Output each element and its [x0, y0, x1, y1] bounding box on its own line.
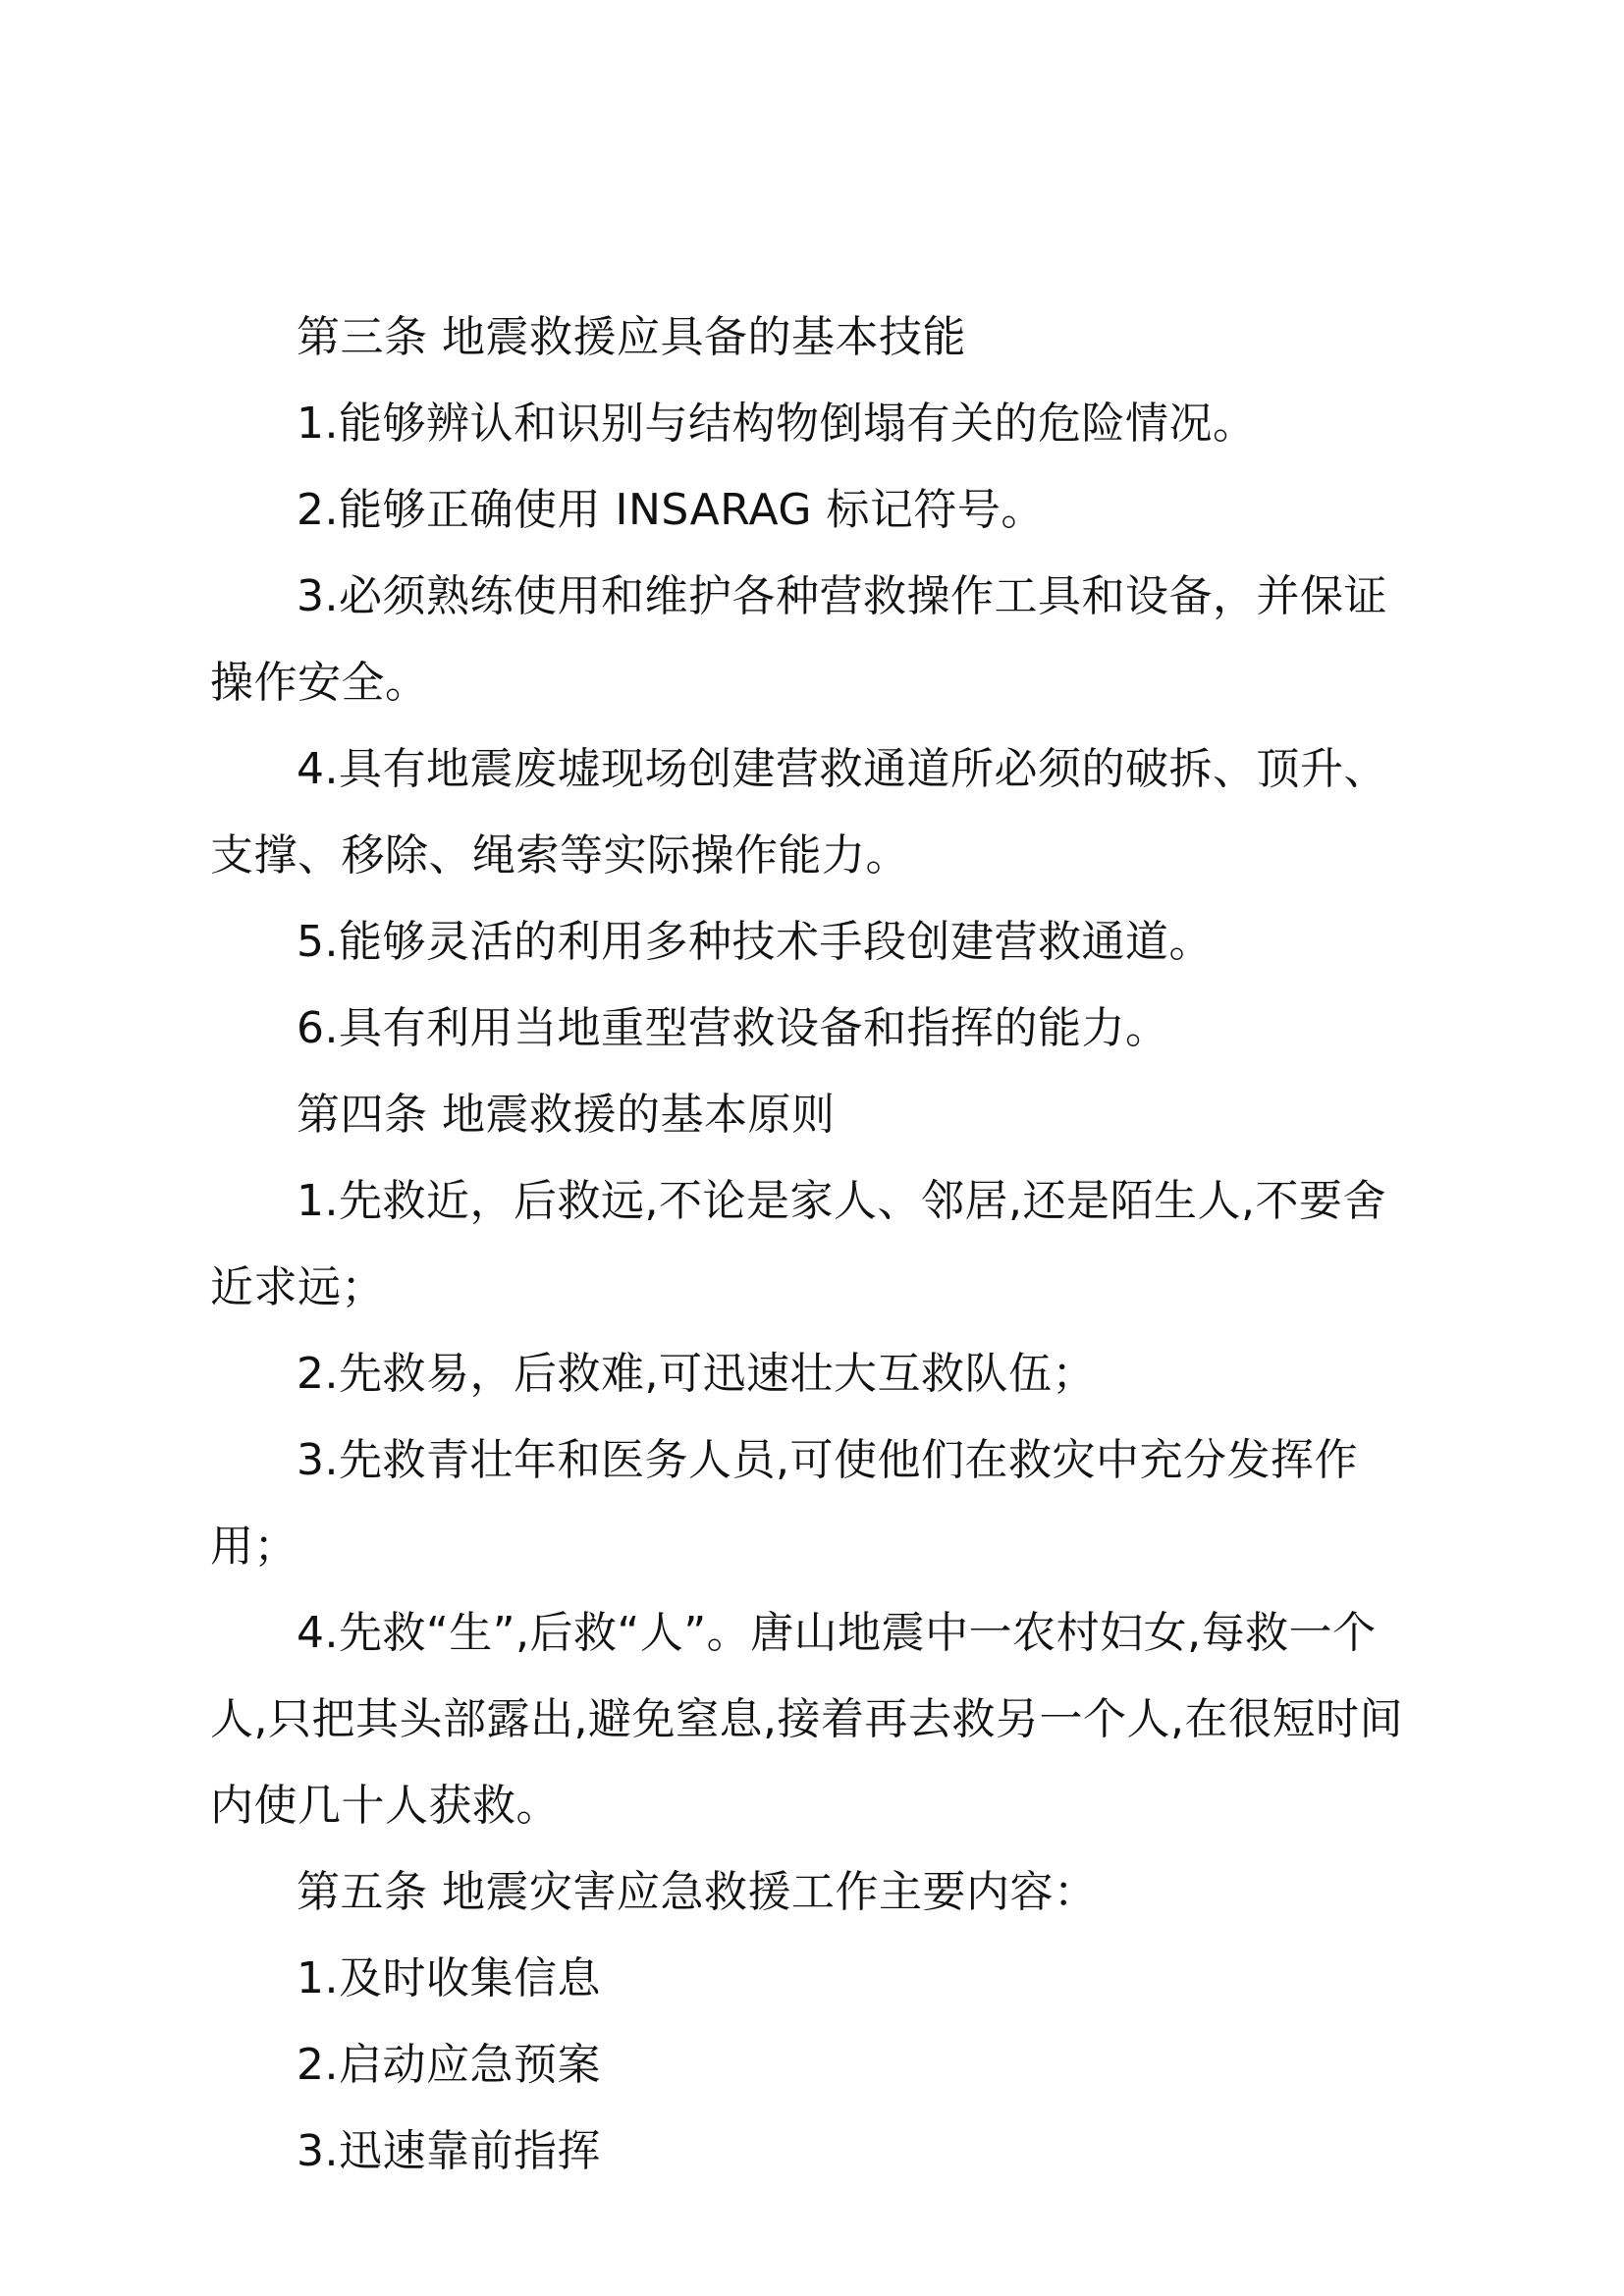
article-3-item-1: 1.能够辨认和识别与结构物倒塌有关的危险情况。	[297, 399, 1257, 449]
article-5-heading: 第五条 地震灾害应急救援工作主要内容：	[297, 1867, 1098, 1917]
article-3-item-5: 5.能够灵活的利用多种技术手段创建营救通道。	[297, 917, 1213, 967]
article-5-item-1: 1.及时收集信息	[297, 1953, 601, 2003]
article-4-item-1: 1.先救近，后救远,不论是家人、邻居,还是陌生人,不要舍近求远；	[210, 1176, 1386, 1312]
article-3-heading: 第三条 地震救援应具备的基本技能	[297, 312, 966, 362]
article-3-item-3: 3.必须熟练使用和维护各种营救操作工具和设备，并保证操作安全。	[210, 571, 1387, 708]
article-4-heading: 第四条 地震救援的基本原则	[297, 1090, 836, 1140]
document-body	[210, 294, 1414, 2195]
article-4-item-2: 2.先救易，后救难,可迅速壮大互救队伍；	[297, 1349, 1096, 1399]
article-3-item-6: 6.具有利用当地重型营救设备和指挥的能力。	[297, 1003, 1169, 1053]
article-5-item-3: 3.迅速靠前指挥	[297, 2126, 601, 2176]
article-3-item-2: 2.能够正确使用 INSARAG 标记符号。	[297, 485, 1045, 535]
article-5-item-2: 2.启动应急预案	[297, 2040, 601, 2090]
article-3-item-4: 4.具有地震废墟现场创建营救通道所必须的破拆、顶升、支撑、移除、绳索等实际操作能力。	[210, 744, 1387, 881]
article-4-item-3: 3.先救青壮年和医务人员,可使他们在救灾中充分发挥作用；	[210, 1435, 1358, 1572]
article-4-item-4: 4.先救“生”,后救“人”。唐山地震中一农村妇女,每救一个人,只把其头部露出,避免窒息,接着再去救另一个人,在很短时间内使几十人获救。	[210, 1608, 1403, 1831]
